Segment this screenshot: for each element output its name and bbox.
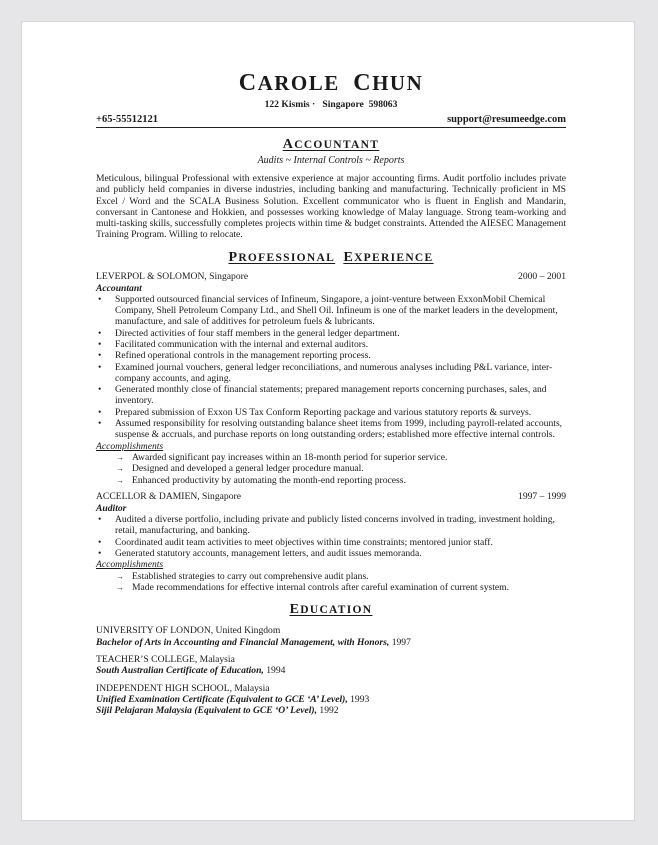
degree: Unified Examination Certificate (Equivalent to GCE ‘A’ Level), 1993 <box>96 693 370 705</box>
list-item: • Prepared submission of Exxon US Tax Conform Reporting package and various statutory reports & surveys. <box>96 407 566 418</box>
job-entry <box>96 271 566 486</box>
education-entry <box>96 683 566 717</box>
list-item: • Audited a diverse portfolio, including private and publicly listed concerns involved in trading, investment holding, retail, manufacturing, and banking. <box>96 514 566 537</box>
accomplishments-list <box>96 452 566 486</box>
school-name: INDEPENDENT HIGH SCHOOL, Malaysia <box>96 682 270 694</box>
job-dates: 1997 – 1999 <box>518 491 566 503</box>
job-role: Accountant <box>96 282 142 294</box>
degree: Bachelor of Arts in Accounting and Financial Management, with Honors, 1997 <box>96 636 411 648</box>
school-name: UNIVERSITY OF LONDON, United Kingdom <box>96 625 281 637</box>
section-title-experience: PROFESSIONAL EXPERIENCE <box>228 249 434 265</box>
school-name: TEACHER’S COLLEGE, Malaysia <box>96 653 235 665</box>
list-item: • Refined operational controls in the management reporting process. <box>96 350 566 361</box>
list-item: • Generated monthly close of financial statements; prepared management reports concerning purchases, sales, and inventory. <box>96 384 566 407</box>
accomplishments-list <box>96 571 566 594</box>
phone: +65-55512121 <box>96 114 158 125</box>
address: 122 Kismis · Singapore 598063 <box>264 99 398 110</box>
specialties-subtitle: Audits ~ Internal Controls ~ Reports <box>257 155 405 166</box>
job-dates: 2000 – 2001 <box>518 270 566 282</box>
accomplishments-label: Accomplishments <box>96 559 164 571</box>
resume-page <box>21 21 635 821</box>
candidate-name: CAROLE CHUN <box>238 70 424 96</box>
list-item: → Established strategies to carry out comprehensive audit plans. <box>96 571 566 582</box>
company-name: LEVERPOL & SOLOMON, Singapore <box>96 270 249 282</box>
company-name: ACCELLOR & DAMIEN, Singapore <box>96 491 241 503</box>
job-role: Auditor <box>96 503 127 515</box>
job-entry <box>96 491 566 593</box>
accomplishments-label: Accomplishments <box>96 440 164 452</box>
email: support@resumeedge.com <box>447 114 566 125</box>
section-title-accountant: ACCOUNTANT <box>282 137 380 152</box>
list-item: • Assumed responsibility for resolving outstanding balance sheet items from 1999, including payroll-related accounts, suspense & accruals, and purchase reports on long outstanding orders; established more effective internal controls. <box>96 418 566 441</box>
job-header <box>96 491 566 503</box>
list-item: • Facilitated communication with the internal and external auditors. <box>96 339 566 350</box>
degree: Sijil Pelajaran Malaysia (Equivalent to GCE ‘O’ Level), 1992 <box>96 705 339 717</box>
list-item: • Supported outsourced financial services of Infineum, Singapore, a joint-venture between ExxonMobil Chemical Company, Shell Petroleum Company Ltd., and Shell Oil. Infineum is one of the market leaders in the development, manufacture, and sale of additives for petroleum fuels & lubricants. <box>96 294 566 328</box>
professional-summary: Meticulous, bilingual Professional with extensive experience at major accounting firms. Audit portfolio includes private and publicly held companies in diverse industries, including banking and manufacturing. Technically proficient in MS Excel / Word and the SCALA Business Solution. Excellent communicator who is fluent in English and Mandarin, conversant in Cantonese and Hokkien, and possesses working knowledge of Malay language. Strong team-working and multi-tasking skills, successfully completes projects within time & budget constraints. Attended the AIESEC Management Training Program. Willing to relocate. <box>96 173 566 241</box>
job-header <box>96 271 566 283</box>
list-item: → Enhanced productivity by automating the month-end reporting process. <box>96 475 566 486</box>
education-entry <box>96 654 566 677</box>
responsibilities-list <box>96 514 566 559</box>
list-item: → Awarded significant pay increases within an 18-month period for superior service. <box>96 452 566 463</box>
degree: South Australian Certificate of Education, 1994 <box>96 665 286 677</box>
list-item: • Coordinated audit team activities to meet objectives within time constraints; mentored junior staff. <box>96 537 566 548</box>
education-entry <box>96 625 566 648</box>
resume-content <box>96 71 566 716</box>
responsibilities-list <box>96 294 566 441</box>
contact-line <box>96 113 566 128</box>
section-title-education: EDUCATION <box>289 602 373 618</box>
list-item: → Made recommendations for effective internal controls after careful examination of current system. <box>96 582 566 593</box>
list-item: → Designed and developed a general ledger procedure manual. <box>96 463 566 474</box>
list-item: • Generated statutory accounts, management letters, and audit issues memoranda. <box>96 548 566 559</box>
list-item: • Examined journal vouchers, general ledger reconciliations, and numerous analyses including P&L variance, inter-company accounts, and aging. <box>96 362 566 385</box>
list-item: • Directed activities of four staff members in the general ledger department. <box>96 328 566 339</box>
